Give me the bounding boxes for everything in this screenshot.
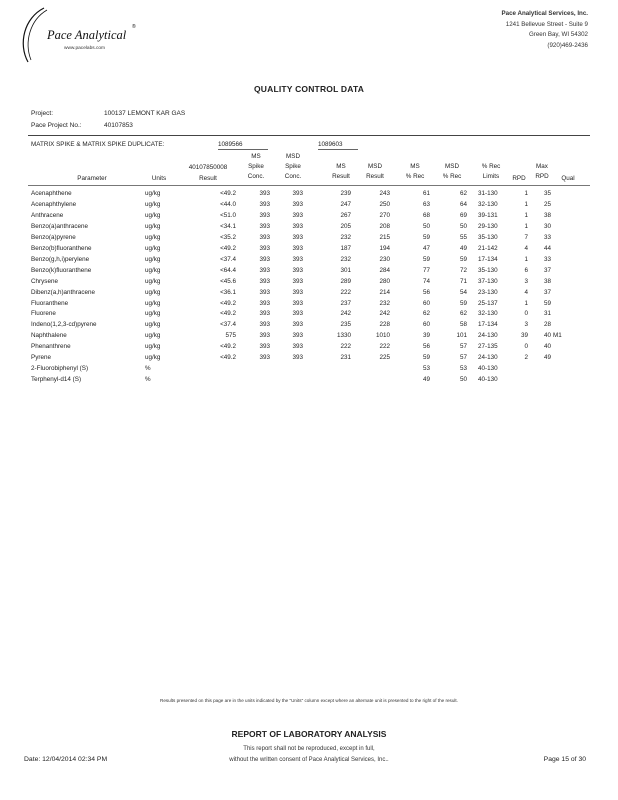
cell-msd-result: 242	[379, 310, 390, 318]
cell-rpd: 2	[524, 354, 528, 362]
cell-msd-spike: 393	[292, 332, 303, 340]
cell-result: <51.0	[220, 211, 236, 219]
cell-rpd: 1	[524, 211, 528, 219]
header-sample-id: 40107850008	[188, 164, 228, 171]
cell-units: ug/kg	[145, 343, 161, 351]
cell-msd-rec: 53	[459, 365, 467, 373]
cell-msd-rec: 54	[459, 288, 467, 296]
cell-limits: 32-130	[478, 310, 498, 318]
cell-ms-result: 237	[340, 299, 351, 307]
cell-parameter: Benzo(a)pyrene	[31, 233, 76, 241]
cell-msd-rec: 55	[459, 233, 467, 241]
cell-result: <49.2	[220, 354, 236, 362]
cell-units: ug/kg	[145, 222, 161, 230]
cell-msd-result: 194	[379, 244, 390, 252]
cell-parameter: Fluoranthene	[31, 299, 69, 307]
sample2-underline	[318, 149, 358, 150]
cell-ms-rec: 39	[422, 332, 430, 340]
cell-rpd: 0	[524, 343, 528, 351]
cell-rpd: 3	[524, 321, 528, 329]
cell-parameter: Chrysene	[31, 277, 58, 285]
cell-result: <37.4	[220, 321, 236, 329]
cell-result: <45.6	[220, 277, 236, 285]
cell-ms-rec: 56	[422, 288, 430, 296]
cell-max-rpd: 49	[543, 354, 551, 362]
cell-ms-result: 267	[340, 211, 351, 219]
cell-units: ug/kg	[145, 244, 161, 252]
cell-msd-spike: 393	[292, 310, 303, 318]
cell-msd-rec: 59	[459, 255, 467, 263]
cell-msd-rec: 57	[459, 354, 467, 362]
cell-msd-spike: 393	[292, 255, 303, 263]
cell-rpd: 7	[524, 233, 528, 241]
cell-ms-rec: 60	[422, 321, 430, 329]
cell-msd-rec: 58	[459, 321, 467, 329]
cell-ms-spike: 393	[259, 266, 270, 274]
cell-ms-result: 289	[340, 277, 351, 285]
cell-units: ug/kg	[145, 288, 161, 296]
report-date: Date: 12/04/2014 02:34 PM	[24, 756, 108, 763]
cell-ms-result: 231	[340, 354, 351, 362]
cell-parameter: 2-Fluorobiphenyl (S)	[31, 365, 89, 373]
cell-ms-spike: 393	[259, 200, 270, 208]
cell-result: <49.2	[220, 299, 236, 307]
cell-msd-spike: 393	[292, 233, 303, 241]
cell-ms-result: 1330	[336, 332, 351, 340]
cell-parameter: Anthracene	[31, 211, 64, 219]
cell-max-rpd: 40	[543, 343, 551, 351]
cell-units: ug/kg	[145, 200, 161, 208]
cell-msd-result: 228	[379, 321, 390, 329]
cell-max-rpd: 59	[543, 299, 551, 307]
project-label: Project:	[31, 110, 54, 117]
company-address-line1: 1241 Bellevue Street - Suite 9	[505, 20, 588, 28]
cell-msd-spike: 393	[292, 321, 303, 329]
cell-ms-spike: 393	[259, 332, 270, 340]
cell-msd-result: 225	[379, 354, 390, 362]
cell-ms-result: 247	[340, 200, 351, 208]
cell-parameter: Fluorene	[31, 310, 56, 318]
cell-ms-spike: 393	[259, 288, 270, 296]
cell-limits: 25-137	[478, 299, 498, 307]
cell-limits: 24-130	[478, 332, 498, 340]
cell-msd-result: 208	[379, 222, 390, 230]
cell-units: ug/kg	[145, 266, 161, 274]
cell-limits: 35-130	[478, 233, 498, 241]
header-msd-rec: MSD % Rec	[442, 163, 462, 180]
cell-parameter: Acenaphthylene	[31, 200, 77, 208]
cell-msd-spike: 393	[292, 288, 303, 296]
cell-parameter: Terphenyl-d14 (S)	[31, 376, 82, 384]
cell-msd-result: 1010	[375, 332, 390, 340]
cell-limits: 35-130	[478, 266, 498, 274]
header-ms-rec: MS % Rec	[405, 163, 425, 180]
cell-limits: 40-130	[478, 376, 498, 384]
cell-units: ug/kg	[145, 255, 161, 263]
cell-limits: 23-130	[478, 288, 498, 296]
cell-units: ug/kg	[145, 332, 161, 340]
logo-wordmark: Pace Analytical	[47, 28, 127, 42]
logo-url: www.pacelabs.com	[64, 46, 106, 51]
header-rec-limits: % Rec Limits	[481, 163, 501, 180]
cell-result: <37.4	[220, 255, 236, 263]
cell-max-rpd: 40	[543, 332, 551, 340]
cell-ms-rec: 56	[422, 343, 430, 351]
cell-limits: 27-135	[478, 343, 498, 351]
cell-ms-rec: 59	[422, 255, 430, 263]
cell-result: <49.2	[220, 310, 236, 318]
cell-msd-rec: 72	[459, 266, 467, 274]
cell-limits: 21-142	[478, 244, 498, 252]
cell-ms-spike: 393	[259, 321, 270, 329]
section-label: MATRIX SPIKE & MATRIX SPIKE DUPLICATE:	[31, 141, 165, 148]
header-divider	[28, 185, 590, 186]
cell-result: <49.2	[220, 244, 236, 252]
cell-max-rpd: 44	[543, 244, 551, 252]
cell-msd-result: 222	[379, 343, 390, 351]
cell-ms-result: 235	[340, 321, 351, 329]
cell-ms-spike: 393	[259, 343, 270, 351]
cell-msd-rec: 50	[459, 222, 467, 230]
cell-limits: 17-134	[478, 321, 498, 329]
cell-ms-result: 242	[340, 310, 351, 318]
header-msd-result: MSD Result	[366, 163, 384, 180]
cell-max-rpd: 31	[543, 310, 551, 318]
cell-msd-spike: 393	[292, 211, 303, 219]
cell-msd-result: 280	[379, 277, 390, 285]
page-title: QUALITY CONTROL DATA	[253, 84, 365, 94]
header-msd-spike-conc: MSD Spike Conc.	[284, 153, 302, 180]
header-units: Units	[151, 175, 167, 182]
company-phone: (920)469-2436	[547, 41, 588, 49]
company-address	[502, 9, 588, 51]
cell-units: ug/kg	[145, 211, 161, 219]
report-disclaimer: This report shall not be reproduced, except in full, without the written consent of Pace Analytical Services, Inc..	[229, 746, 389, 763]
project-value: 100137 LEMONT KAR GAS	[104, 110, 186, 117]
cell-max-rpd: 30	[543, 222, 551, 230]
cell-rpd: 1	[524, 222, 528, 230]
cell-ms-rec: 53	[422, 365, 430, 373]
cell-msd-result: 243	[379, 190, 390, 197]
header-max-rpd: Max RPD	[535, 163, 549, 180]
cell-rpd: 6	[524, 266, 528, 274]
cell-ms-spike: 393	[259, 310, 270, 318]
cell-ms-rec: 59	[422, 354, 430, 362]
cell-msd-result: 215	[379, 233, 390, 241]
cell-result: 575	[225, 332, 236, 340]
cell-parameter: Benzo(b)fluoranthene	[31, 244, 92, 252]
cell-parameter: Indeno(1,2,3-cd)pyrene	[31, 321, 97, 329]
cell-rpd: 39	[520, 332, 528, 340]
svg-text:®: ®	[132, 24, 136, 30]
header-parameter: Parameter	[77, 175, 107, 182]
cell-ms-spike: 393	[259, 299, 270, 307]
header-result: Result	[199, 175, 217, 182]
cell-ms-rec: 77	[422, 266, 430, 274]
cell-rpd: 0	[524, 310, 528, 318]
cell-units: ug/kg	[145, 277, 161, 285]
cell-ms-rec: 59	[422, 233, 430, 241]
cell-limits: 31-130	[478, 190, 498, 197]
header-rpd: RPD	[512, 175, 526, 182]
cell-msd-rec: 71	[459, 277, 467, 285]
cell-msd-spike: 393	[292, 244, 303, 252]
cell-ms-result: 187	[340, 244, 351, 252]
cell-result: <64.4	[220, 266, 236, 274]
cell-parameter: Benzo(a)anthracene	[31, 222, 89, 230]
cell-msd-spike: 393	[292, 190, 303, 197]
cell-units: ug/kg	[145, 321, 161, 329]
cell-msd-rec: 50	[459, 376, 467, 384]
cell-units: ug/kg	[145, 354, 161, 362]
cell-units: %	[145, 376, 151, 384]
cell-msd-spike: 393	[292, 222, 303, 230]
cell-ms-spike: 393	[259, 222, 270, 230]
cell-ms-result: 222	[340, 288, 351, 296]
cell-limits: 39-131	[478, 211, 498, 219]
cell-units: %	[145, 365, 151, 373]
cell-msd-result: 230	[379, 255, 390, 263]
project-number-label: Pace Project No.:	[31, 122, 82, 129]
cell-msd-rec: 64	[459, 200, 467, 208]
cell-ms-rec: 68	[422, 211, 430, 219]
cell-msd-rec: 49	[459, 244, 467, 252]
cell-parameter: Benzo(k)fluoranthene	[31, 266, 92, 274]
cell-ms-rec: 74	[422, 277, 430, 285]
report-title: REPORT OF LABORATORY ANALYSIS	[231, 729, 387, 739]
cell-limits: 17-134	[478, 255, 498, 263]
divider	[28, 135, 590, 136]
cell-limits: 32-130	[478, 200, 498, 208]
cell-result: <44.0	[220, 200, 236, 208]
cell-msd-rec: 101	[456, 332, 467, 340]
cell-max-rpd: 33	[543, 233, 551, 241]
cell-ms-rec: 47	[422, 244, 430, 252]
cell-ms-result: 232	[340, 233, 351, 241]
units-footnote: Results presented on this page are in the units indicated by the "Units" column except where an alternate unit is presented to the right of the result.	[160, 698, 458, 703]
cell-result: <35.2	[220, 233, 236, 241]
cell-units: ug/kg	[145, 310, 161, 318]
cell-msd-result: 270	[379, 211, 390, 219]
cell-parameter: Phenanthrene	[31, 343, 71, 351]
cell-max-rpd: 37	[543, 266, 551, 274]
header-qual: Qual	[561, 175, 575, 182]
cell-rpd: 1	[524, 200, 528, 208]
cell-msd-rec: 62	[459, 190, 467, 197]
cell-parameter: Benzo(g,h,i)perylene	[31, 255, 90, 263]
cell-ms-rec: 60	[422, 299, 430, 307]
cell-parameter: Naphthalene	[31, 332, 67, 340]
cell-rpd: 1	[524, 190, 528, 197]
cell-result: <49.2	[220, 343, 236, 351]
cell-limits: 40-130	[478, 365, 498, 373]
cell-ms-spike: 393	[259, 190, 270, 197]
cell-msd-result: 214	[379, 288, 390, 296]
sample1-underline	[218, 149, 268, 150]
cell-msd-spike: 393	[292, 266, 303, 274]
cell-result: <49.2	[220, 190, 236, 197]
cell-ms-rec: 49	[422, 376, 430, 384]
cell-limits: 24-130	[478, 354, 498, 362]
cell-limits: 29-130	[478, 222, 498, 230]
cell-result: <34.1	[220, 222, 236, 230]
cell-msd-spike: 393	[292, 277, 303, 285]
cell-max-rpd: 25	[543, 200, 551, 208]
cell-ms-spike: 393	[259, 277, 270, 285]
cell-qual: M1	[553, 332, 562, 340]
cell-max-rpd: 33	[543, 255, 551, 263]
cell-max-rpd: 38	[543, 211, 551, 219]
cell-rpd: 4	[524, 288, 528, 296]
cell-parameter: Pyrene	[31, 354, 51, 362]
cell-limits: 37-130	[478, 277, 498, 285]
msd-sample-id: 1089603	[318, 141, 343, 148]
cell-max-rpd: 28	[543, 321, 551, 329]
cell-msd-result: 284	[379, 266, 390, 274]
cell-msd-result: 232	[379, 299, 390, 307]
cell-msd-spike: 393	[292, 343, 303, 351]
cell-ms-rec: 61	[422, 190, 430, 197]
cell-ms-spike: 393	[259, 211, 270, 219]
cell-max-rpd: 37	[543, 288, 551, 296]
cell-ms-result: 222	[340, 343, 351, 351]
cell-msd-spike: 393	[292, 200, 303, 208]
cell-msd-result: 250	[379, 200, 390, 208]
cell-result: <36.1	[220, 288, 236, 296]
cell-ms-spike: 393	[259, 255, 270, 263]
pace-logo-swoosh-icon	[14, 4, 144, 64]
cell-rpd: 1	[524, 255, 528, 263]
cell-ms-result: 205	[340, 222, 351, 230]
cell-ms-rec: 63	[422, 200, 430, 208]
cell-ms-rec: 62	[422, 310, 430, 318]
cell-rpd: 3	[524, 277, 528, 285]
cell-parameter: Dibenz(a,h)anthracene	[31, 288, 96, 296]
cell-units: ug/kg	[145, 299, 161, 307]
cell-ms-spike: 393	[259, 354, 270, 362]
project-number-value: 40107853	[104, 122, 133, 129]
header-ms-result: MS Result	[332, 163, 350, 180]
cell-rpd: 1	[524, 299, 528, 307]
cell-ms-result: 232	[340, 255, 351, 263]
company-address-line2: Green Bay, WI 54302	[528, 31, 588, 38]
cell-ms-spike: 393	[259, 244, 270, 252]
cell-msd-rec: 57	[459, 343, 467, 351]
ms-sample-id: 1089566	[218, 141, 243, 148]
cell-msd-spike: 393	[292, 354, 303, 362]
company-name: Pace Analytical Services, Inc.	[501, 10, 588, 17]
page-number: Page 15 of 30	[543, 756, 586, 763]
cell-msd-rec: 62	[459, 310, 467, 318]
cell-msd-rec: 59	[459, 299, 467, 307]
cell-max-rpd: 38	[543, 277, 551, 285]
cell-parameter: Acenaphthene	[31, 190, 72, 197]
header-ms-spike-conc: MS Spike Conc.	[247, 153, 265, 180]
pace-logo	[14, 4, 144, 64]
cell-msd-rec: 69	[459, 211, 467, 219]
cell-units: ug/kg	[145, 190, 161, 197]
cell-ms-result: 301	[340, 266, 351, 274]
cell-rpd: 4	[524, 244, 528, 252]
cell-units: ug/kg	[145, 233, 161, 241]
cell-msd-spike: 393	[292, 299, 303, 307]
cell-ms-result: 239	[340, 190, 351, 197]
cell-ms-spike: 393	[259, 233, 270, 241]
cell-ms-rec: 50	[422, 222, 430, 230]
cell-max-rpd: 35	[543, 190, 551, 197]
